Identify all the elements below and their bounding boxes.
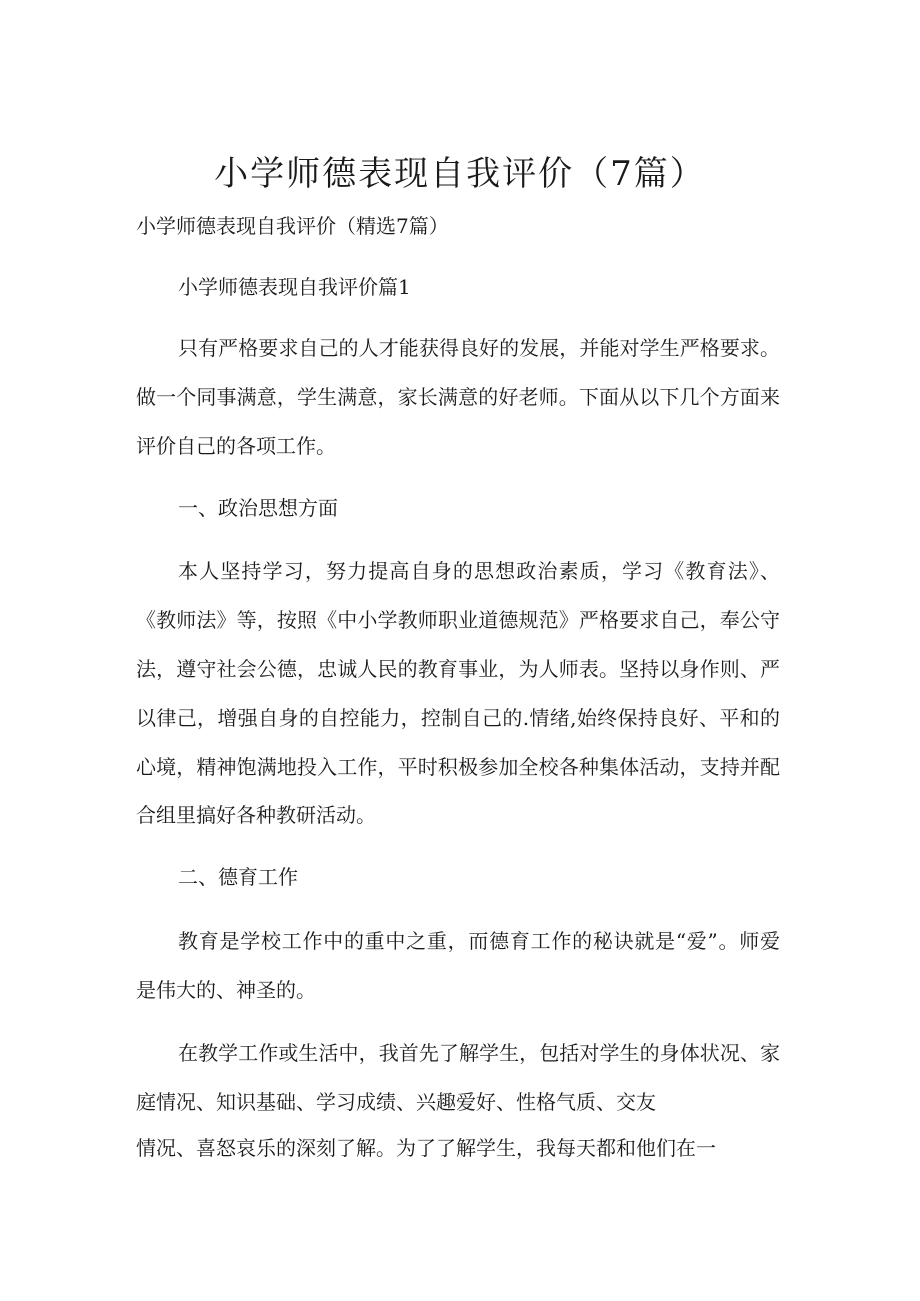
paragraph-line: 在教学工作或生活中，我首先了解学生，包括对学生的身体状况、家 (178, 1041, 780, 1065)
paragraph-line: 心境，精神饱满地投入工作，平时积极参加全校各种集体活动，支持并配 (136, 755, 780, 779)
paragraph-line: 做一个同事满意，学生满意，家长满意的好老师。下面从以下几个方面来 (136, 385, 780, 409)
paragraph-line: 合组里搞好各种教研活动。 (136, 803, 376, 827)
paragraph-line: 以律己，增强自身的自控能力，控制自己的.情绪,始终保持良好、平和的 (136, 706, 780, 730)
paragraph-line: 只有严格要求自己的人才能获得良好的发展，并能对学生严格要求。 (178, 336, 780, 360)
paragraph-line: 法，遵守社会公德，忠诚人民的教育事业，为人师表。坚持以身作则、严 (136, 657, 780, 681)
chapter-heading: 小学师德表现自我评价篇1 (178, 275, 411, 299)
paragraph-line: 庭情况、知识基础、学习成绩、兴趣爱好、性格气质、交友 (136, 1090, 656, 1114)
paragraph-line: 情况、喜怒哀乐的深刻了解。为了了解学生，我每天都和他们在一 (136, 1136, 716, 1160)
document-title: 小学师德表现自我评价（7篇） (214, 154, 706, 194)
document-subtitle: 小学师德表现自我评价（精选7篇） (136, 214, 449, 238)
section-heading: 二、德育工作 (178, 865, 298, 889)
paragraph-line: 教育是学校工作中的重中之重，而德育工作的秘诀就是“爱”。师爱 (178, 929, 780, 953)
paragraph-line: 本人坚持学习，努力提高自身的思想政治素质，学习《教育法》、 (178, 559, 780, 583)
paragraph-line: 是伟大的、神圣的。 (136, 978, 316, 1002)
paragraph-line: 评价自己的各项工作。 (136, 434, 336, 458)
paragraph-line: 《教师法》等，按照《中小学教师职业道德规范》严格要求自己，奉公守 (136, 608, 780, 632)
section-heading: 一、政治思想方面 (178, 496, 338, 520)
